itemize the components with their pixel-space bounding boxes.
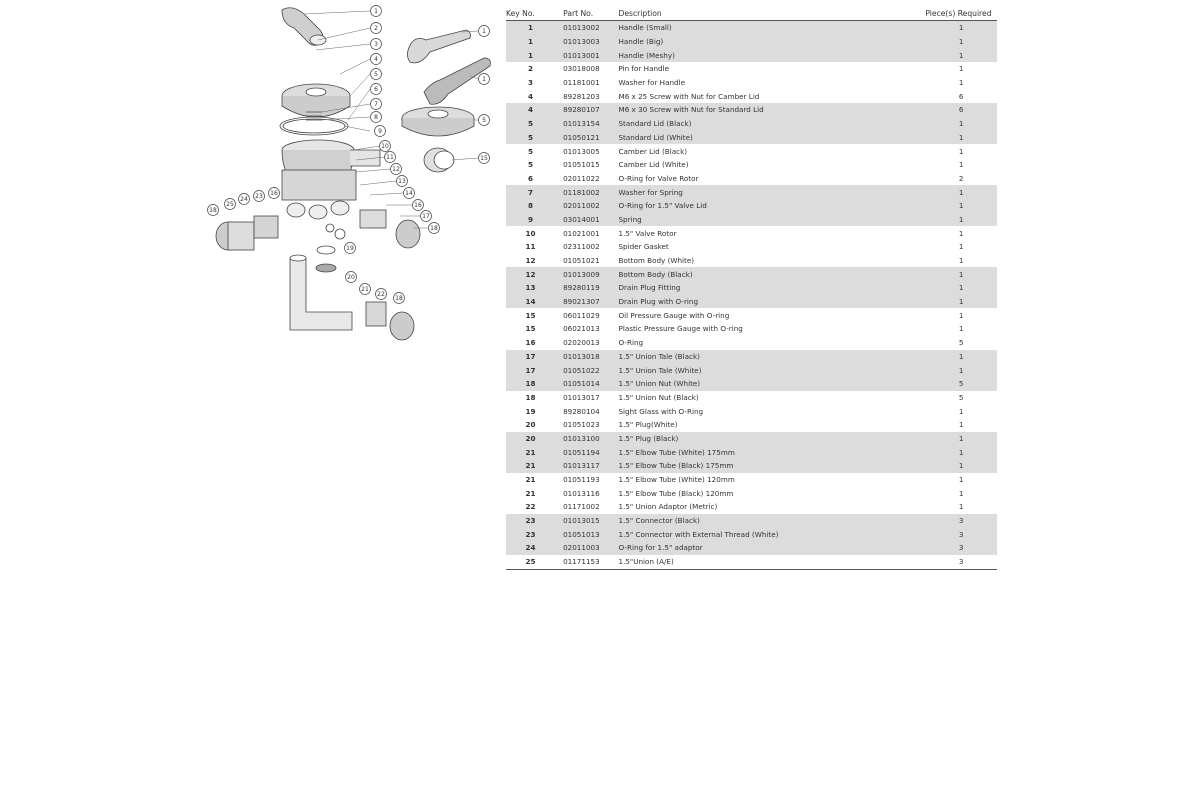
cell-description: Camber Lid (White) — [618, 160, 689, 170]
callout-12 — [391, 164, 402, 175]
cell-description: 1.5" Elbow Tube (Black) 120mm — [618, 488, 734, 498]
cell-description: O-Ring — [618, 338, 644, 348]
svg-text:6: 6 — [374, 86, 378, 93]
callout-25 — [225, 199, 236, 210]
cell-part-no: 01181001 — [563, 78, 600, 88]
cell-part-no: 01051015 — [563, 160, 600, 170]
cell-part-no: 01171153 — [555, 555, 618, 569]
callout-21 — [360, 284, 371, 295]
callout-6 — [371, 84, 382, 95]
cell-key-no: 18 — [506, 377, 555, 391]
cell-key-no: 23 — [506, 514, 555, 528]
cell-part-no: 01013005 — [563, 146, 600, 156]
exploded-valve-diagram — [200, 0, 500, 360]
svg-text:17: 17 — [422, 213, 430, 220]
callout-5-standard-lid — [479, 115, 490, 126]
cell-pieces-required: 1 — [958, 488, 964, 498]
table-row — [506, 322, 997, 336]
table-row — [506, 131, 997, 145]
cell-description: 1.5" Plug (Black) — [619, 432, 926, 446]
cell-pieces-required: 1 — [958, 146, 964, 156]
svg-text:25: 25 — [226, 201, 234, 208]
svg-text:23: 23 — [255, 193, 263, 200]
cell-key-no: 5 — [506, 131, 555, 145]
table-row — [506, 500, 997, 514]
svg-text:16: 16 — [270, 190, 278, 197]
cell-description: 1.5" Elbow Tube (White) 175mm — [619, 445, 926, 459]
cell-key-no: 23 — [506, 527, 555, 541]
svg-text:24: 24 — [240, 196, 248, 203]
cell-description: Washer for Handle — [618, 78, 686, 88]
callout-11 — [385, 152, 396, 163]
cell-key-no: 11 — [525, 242, 536, 252]
cell-part-no: 01013003 — [555, 35, 618, 49]
table-row — [506, 377, 997, 391]
svg-text:1: 1 — [374, 8, 378, 15]
svg-text:4: 4 — [374, 56, 378, 63]
cell-part-no: 01013017 — [563, 392, 600, 402]
table-row — [506, 267, 997, 281]
cell-key-no: 3 — [528, 78, 534, 88]
table-row — [506, 281, 997, 295]
svg-text:5: 5 — [482, 117, 486, 124]
cell-pieces-required: 1 — [958, 256, 964, 266]
cell-description: Camber Lid (Black) — [618, 146, 688, 156]
callout-2 — [371, 23, 382, 34]
cell-key-no: 10 — [525, 228, 536, 238]
callout-17 — [421, 211, 432, 222]
cell-pieces-required: 1 — [958, 406, 964, 416]
svg-text:16: 16 — [414, 202, 422, 209]
header-key-no: Key No. — [506, 7, 555, 21]
table-row — [506, 308, 997, 322]
cell-description: O-Ring for 1.5" adaptor — [619, 541, 926, 555]
cell-part-no: 01021001 — [563, 228, 600, 238]
cell-part-no: 89021307 — [555, 295, 618, 309]
cell-description: 1.5" Connector with External Thread (White) — [619, 527, 926, 541]
cell-part-no: 03018008 — [563, 64, 600, 74]
cell-pieces-required: 1 — [925, 185, 997, 199]
table-row — [506, 541, 997, 555]
callout-18 — [429, 223, 440, 234]
cell-part-no: 01051194 — [555, 445, 618, 459]
cell-part-no: 02311002 — [563, 242, 600, 252]
header-pieces-required: Piece(s) Required — [925, 7, 997, 21]
cell-key-no: 13 — [506, 281, 555, 295]
svg-text:12: 12 — [392, 166, 400, 173]
cell-part-no: 02011002 — [555, 199, 618, 213]
cell-key-no: 5 — [528, 146, 534, 156]
table-row — [506, 213, 997, 227]
callout-13 — [397, 176, 408, 187]
cell-key-no: 7 — [506, 185, 555, 199]
svg-text:13: 13 — [398, 178, 406, 185]
cell-description: Bottom Body (White) — [618, 256, 695, 266]
cell-pieces-required: 3 — [925, 541, 997, 555]
cell-description: Handle (Big) — [619, 35, 926, 49]
callout-18-bottom — [394, 293, 405, 304]
cell-pieces-required: 3 — [925, 527, 997, 541]
table-row — [506, 226, 997, 240]
cell-pieces-required: 1 — [925, 48, 997, 62]
cell-part-no: 01050121 — [555, 131, 618, 145]
cell-pieces-required: 1 — [925, 459, 997, 473]
cell-key-no: 20 — [525, 420, 536, 430]
cell-pieces-required: 1 — [925, 432, 997, 446]
cell-key-no: 1 — [506, 21, 555, 35]
callout-7 — [371, 99, 382, 110]
cell-key-no: 5 — [506, 117, 555, 131]
callout-15 — [479, 153, 490, 164]
cell-part-no: 06011029 — [563, 310, 600, 320]
svg-text:7: 7 — [374, 101, 378, 108]
cell-description: Washer for Spring — [619, 185, 926, 199]
callout-8 — [371, 112, 382, 123]
callout-1-big-handle — [479, 26, 490, 37]
table-row — [506, 172, 997, 186]
cell-key-no: 1 — [506, 48, 555, 62]
cell-description: 1.5" Union Tale (White) — [619, 363, 926, 377]
cell-description: Spider Gasket — [618, 242, 669, 252]
table-row — [506, 404, 997, 418]
cell-part-no: 01051014 — [555, 377, 618, 391]
cell-description: 1.5" Union Tale (Black) — [619, 350, 926, 364]
cell-pieces-required: 1 — [958, 64, 964, 74]
cell-pieces-required: 1 — [958, 160, 964, 170]
table-row — [506, 350, 997, 364]
cell-key-no: 6 — [528, 173, 534, 183]
table-row — [506, 295, 997, 309]
header-part-no: Part No. — [555, 7, 618, 21]
cell-pieces-required: 1 — [925, 445, 997, 459]
cell-key-no: 5 — [528, 160, 534, 170]
cell-key-no: 21 — [525, 488, 536, 498]
cell-pieces-required: 6 — [925, 103, 997, 117]
cell-part-no: 01051193 — [563, 475, 600, 485]
cell-description: 1.5" Plug(White) — [618, 420, 678, 430]
cell-description: M6 x 25 Screw with Nut for Camber Lid — [618, 91, 760, 101]
cell-description: M6 x 30 Screw with Nut for Standard Lid — [619, 103, 926, 117]
cell-pieces-required: 1 — [925, 281, 997, 295]
cell-part-no: 01013015 — [555, 514, 618, 528]
cell-description: Bottom Body (Black) — [619, 267, 926, 281]
cell-part-no: 01013117 — [555, 459, 618, 473]
cell-key-no: 16 — [525, 338, 536, 348]
cell-description: 1.5" Elbow Tube (Black) 175mm — [619, 459, 926, 473]
cell-key-no: 2 — [528, 64, 534, 74]
callout-22 — [376, 289, 387, 300]
table-row — [506, 555, 997, 569]
callout-24 — [239, 194, 250, 205]
cell-part-no: 01051023 — [563, 420, 600, 430]
cell-pieces-required: 1 — [958, 502, 964, 512]
table-row — [506, 185, 997, 199]
table-row — [506, 432, 997, 446]
cell-part-no: 89280104 — [563, 406, 600, 416]
cell-description: 1.5" Elbow Tube (White) 120mm — [618, 475, 735, 485]
cell-part-no: 89281203 — [563, 91, 600, 101]
svg-text:22: 22 — [377, 291, 385, 298]
cell-key-no: 20 — [506, 432, 555, 446]
table-row — [506, 89, 997, 103]
cell-description: Plastic Pressure Gauge with O-ring — [618, 324, 743, 334]
svg-text:15: 15 — [480, 155, 488, 162]
cell-part-no: 01181002 — [555, 185, 618, 199]
cell-description: Handle (Meshy) — [619, 48, 926, 62]
cell-pieces-required: 1 — [958, 475, 964, 485]
callout-14 — [404, 188, 415, 199]
cell-key-no: 12 — [525, 256, 536, 266]
cell-description: O-Ring for 1.5" Valve Lid — [619, 199, 926, 213]
cell-key-no: 15 — [525, 324, 536, 334]
cell-part-no: 01051013 — [555, 527, 618, 541]
cell-key-no: 21 — [506, 459, 555, 473]
cell-pieces-required: 3 — [925, 555, 997, 569]
callout-16 — [413, 200, 424, 211]
cell-key-no: 22 — [525, 502, 536, 512]
cell-part-no: 01171002 — [563, 502, 600, 512]
callout-16-left — [269, 188, 280, 199]
table-row — [506, 486, 997, 500]
cell-key-no: 18 — [525, 392, 536, 402]
cell-key-no: 4 — [528, 91, 534, 101]
table-row — [506, 158, 997, 172]
parts-list-table — [506, 7, 997, 570]
svg-text:19: 19 — [346, 245, 354, 252]
cell-part-no: 02020013 — [563, 338, 600, 348]
cell-description: Drain Plug Fitting — [619, 281, 926, 295]
cell-part-no: 01013154 — [555, 117, 618, 131]
callout-5 — [371, 69, 382, 80]
cell-part-no: 89280107 — [555, 103, 618, 117]
header-description: Description — [619, 7, 926, 21]
cell-key-no: 15 — [525, 310, 536, 320]
cell-key-no: 19 — [525, 406, 536, 416]
cell-pieces-required: 1 — [958, 324, 964, 334]
svg-text:18: 18 — [209, 207, 217, 214]
svg-text:18: 18 — [395, 295, 403, 302]
table-row — [506, 35, 997, 49]
table-row — [506, 76, 997, 90]
cell-description: 1.5" Valve Rotor — [618, 228, 677, 238]
cell-description: 1.5" Connector (Black) — [619, 514, 926, 528]
cell-pieces-required: 1 — [925, 117, 997, 131]
callout-19 — [345, 243, 356, 254]
cell-key-no: 21 — [525, 475, 536, 485]
cell-pieces-required: 1 — [958, 228, 964, 238]
cell-key-no: 8 — [506, 199, 555, 213]
table-row — [506, 240, 997, 254]
svg-text:14: 14 — [405, 190, 413, 197]
table-row — [506, 418, 997, 432]
cell-pieces-required: 1 — [925, 363, 997, 377]
cell-description: Drain Plug with O-ring — [619, 295, 926, 309]
cell-pieces-required: 6 — [958, 91, 964, 101]
table-row — [506, 473, 997, 487]
cell-key-no: 25 — [506, 555, 555, 569]
cell-key-no: 17 — [506, 363, 555, 377]
table-header-row — [506, 7, 997, 21]
cell-description: O-Ring for Valve Rotor — [618, 173, 699, 183]
callout-9 — [375, 126, 386, 137]
cell-pieces-required: 5 — [958, 392, 964, 402]
callout-20 — [346, 272, 357, 283]
cell-part-no: 01013018 — [555, 350, 618, 364]
cell-pieces-required: 1 — [958, 310, 964, 320]
svg-text:3: 3 — [374, 41, 378, 48]
cell-key-no: 9 — [506, 213, 555, 227]
callout-1 — [371, 6, 382, 17]
cell-part-no: 01013002 — [555, 21, 618, 35]
table-row — [506, 514, 997, 528]
cell-part-no: 01051022 — [555, 363, 618, 377]
table-row — [506, 48, 997, 62]
svg-text:21: 21 — [361, 286, 369, 293]
svg-text:18: 18 — [430, 225, 438, 232]
table-row — [506, 445, 997, 459]
callout-23 — [254, 191, 265, 202]
cell-key-no: 4 — [506, 103, 555, 117]
callout-10 — [380, 141, 391, 152]
svg-text:2: 2 — [374, 25, 378, 32]
cell-part-no: 03014001 — [555, 213, 618, 227]
cell-part-no: 02011022 — [563, 173, 600, 183]
table-row — [506, 62, 997, 76]
cell-part-no: 01051021 — [563, 256, 600, 266]
table-row — [506, 336, 997, 350]
cell-part-no: 89280119 — [555, 281, 618, 295]
cell-pieces-required: 1 — [925, 267, 997, 281]
cell-description: Sight Glass with O-Ring — [618, 406, 704, 416]
cell-key-no: 24 — [506, 541, 555, 555]
svg-text:11: 11 — [386, 154, 394, 161]
cell-description: 1.5" Union Nut (White) — [619, 377, 926, 391]
cell-part-no: 01013116 — [563, 488, 600, 498]
table-row — [506, 254, 997, 268]
table-row — [506, 117, 997, 131]
svg-text:20: 20 — [347, 274, 355, 281]
callout-3 — [371, 39, 382, 50]
cell-pieces-required: 1 — [925, 213, 997, 227]
cell-description: 1.5"Union (A/E) — [619, 555, 926, 569]
cell-key-no: 1 — [506, 35, 555, 49]
cell-pieces-required: 1 — [925, 35, 997, 49]
cell-pieces-required: 5 — [958, 338, 964, 348]
cell-description: Spring — [619, 213, 926, 227]
cell-key-no: 12 — [506, 267, 555, 281]
cell-part-no: 06021013 — [563, 324, 600, 334]
svg-text:8: 8 — [374, 114, 378, 121]
cell-description: Standard Lid (White) — [619, 131, 926, 145]
cell-pieces-required: 1 — [925, 21, 997, 35]
table-row — [506, 459, 997, 473]
cell-pieces-required: 2 — [958, 173, 964, 183]
cell-description: Handle (Small) — [619, 21, 926, 35]
svg-text:1: 1 — [482, 28, 486, 35]
table-row — [506, 144, 997, 158]
cell-pieces-required: 1 — [925, 199, 997, 213]
table-row — [506, 103, 997, 117]
cell-pieces-required: 1 — [925, 295, 997, 309]
cell-description: 1.5" Union Nut (Black) — [618, 392, 699, 402]
cell-pieces-required: 1 — [958, 78, 964, 88]
svg-text:1: 1 — [482, 76, 486, 83]
callout-1-meshy-handle — [479, 74, 490, 85]
cell-pieces-required: 5 — [925, 377, 997, 391]
table-body — [506, 21, 997, 570]
svg-text:5: 5 — [374, 71, 378, 78]
cell-pieces-required: 1 — [958, 242, 964, 252]
cell-part-no: 02011003 — [555, 541, 618, 555]
cell-description: Oil Pressure Gauge with O-ring — [618, 310, 730, 320]
cell-part-no: 01013100 — [555, 432, 618, 446]
cell-key-no: 14 — [506, 295, 555, 309]
cell-description: Standard Lid (Black) — [619, 117, 926, 131]
cell-pieces-required: 3 — [925, 514, 997, 528]
table-row — [506, 527, 997, 541]
cell-description: 1.5" Union Adaptor (Metric) — [618, 502, 718, 512]
cell-key-no: 17 — [506, 350, 555, 364]
table-row — [506, 21, 997, 35]
cell-pieces-required: 1 — [958, 420, 964, 430]
callout-4 — [371, 54, 382, 65]
table-row — [506, 391, 997, 405]
cell-part-no: 01013009 — [555, 267, 618, 281]
svg-text:10: 10 — [381, 143, 389, 150]
table-row — [506, 199, 997, 213]
callout-18-left — [208, 205, 219, 216]
cell-pieces-required: 1 — [925, 131, 997, 145]
svg-text:9: 9 — [378, 128, 382, 135]
cell-part-no: 01013001 — [555, 48, 618, 62]
table-row — [506, 363, 997, 377]
cell-description: Pin for Handle — [618, 64, 670, 74]
cell-key-no: 21 — [506, 445, 555, 459]
cell-pieces-required: 1 — [925, 350, 997, 364]
